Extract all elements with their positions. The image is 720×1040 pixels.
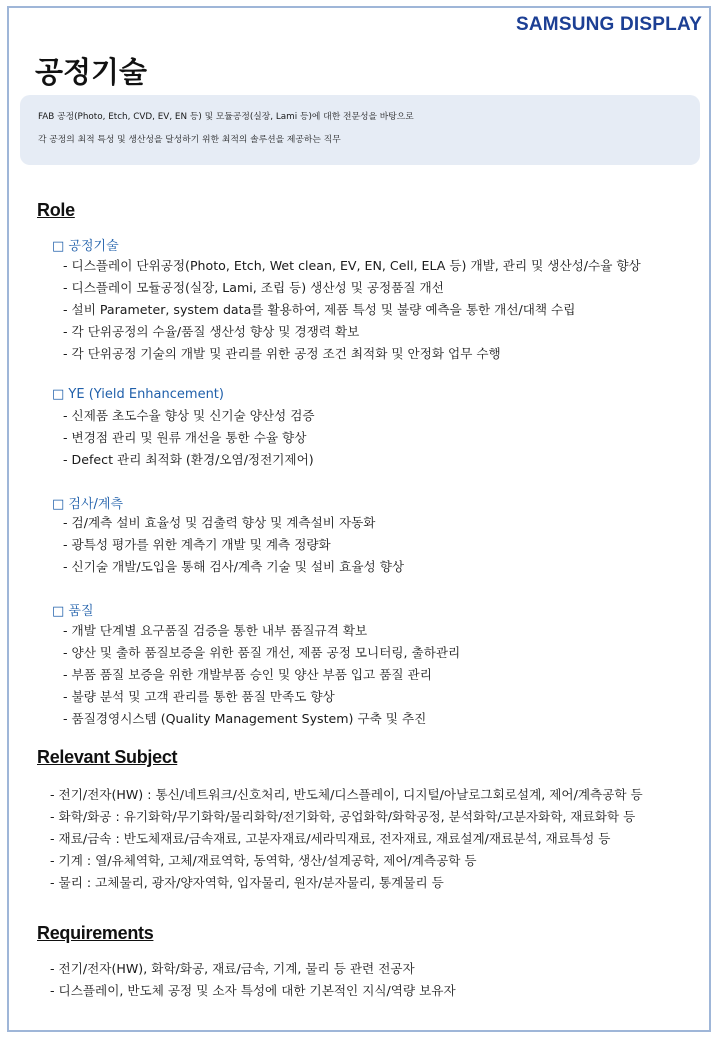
requirements-list (50, 958, 456, 1002)
list-item: - 물리 : 고체물리, 광자/양자역학, 입자물리, 원자/분자물리, 통계물리 등 (50, 875, 444, 890)
list-item: - 양산 및 출하 품질보증을 위한 품질 개선, 제품 공정 모니터링, 출하관리 (63, 645, 461, 660)
brand-logo: SAMSUNG DISPLAY (516, 14, 702, 35)
relevant-subject-list (50, 784, 643, 894)
list-item: - 신제품 초도수율 향상 및 신기술 양산성 검증 (63, 408, 315, 423)
list-item: - 개발 단계별 요구품질 검증을 통한 내부 품질규격 확보 (63, 623, 368, 638)
role-group-list (63, 620, 460, 730)
summary-line: 각 공정의 최적 특성 및 생산성을 달성하기 위한 최적의 솔루션을 제공하는 직무 (38, 135, 341, 145)
list-item: - 디스플레이 단위공정(Photo, Etch, Wet clean, EV, EN, Cell, ELA 등) 개발, 관리 및 생산성/수율 향상 (63, 258, 641, 273)
role-group-title: □ 검사/계측 (52, 497, 124, 512)
list-item: - 변경점 관리 및 원류 개선을 통한 수율 향상 (63, 430, 307, 445)
role-group-title: □ YE (Yield Enhancement) (52, 387, 224, 402)
list-item: - 디스플레이, 반도체 공정 및 소자 특성에 대한 기본적인 지식/역량 보유자 (50, 983, 456, 998)
list-item: - 재료/금속 : 반도체재료/금속재료, 고분자재료/세라믹재료, 전자재료, 재료설계/재료분석, 재료특성 등 (50, 831, 611, 846)
list-item: - 광특성 평가를 위한 계측기 개발 및 계측 정량화 (63, 537, 331, 552)
role-heading: Role (37, 200, 75, 220)
list-item: - 기계 : 열/유체역학, 고체/재료역학, 동역학, 생산/설계공학, 제어/계측공학 등 (50, 853, 477, 868)
list-item: - 설비 Parameter, system data를 활용하여, 제품 특성 및 불량 예측을 통한 개선/대책 수립 (63, 302, 576, 317)
list-item: - 전기/전자(HW), 화학/화공, 재료/금속, 기계, 물리 등 관련 전공자 (50, 961, 415, 976)
list-item: - 검/계측 설비 효율성 및 검출력 향상 및 계측설비 자동화 (63, 515, 376, 530)
requirements-heading: Requirements (37, 923, 154, 943)
role-group-list (63, 255, 641, 365)
list-item: - 디스플레이 모듈공정(실장, Lami, 조립 등) 생산성 및 공정품질 개선 (63, 280, 444, 295)
list-item: - 품질경영시스템 (Quality Management System) 구축 및 추진 (63, 711, 427, 726)
role-group-list (63, 405, 315, 471)
list-item: - 각 단위공정의 수율/품질 생산성 향상 및 경쟁력 확보 (63, 324, 360, 339)
role-group-title: □ 품질 (52, 604, 94, 619)
list-item: - 부품 품질 보증을 위한 개발부품 승인 및 양산 부품 입고 품질 관리 (63, 667, 432, 682)
list-item: - 신기술 개발/도입을 통해 검사/계측 기술 및 설비 효율성 향상 (63, 559, 405, 574)
summary-line: FAB 공정(Photo, Etch, CVD, EV, EN 등) 및 모듈공정(실장, Lami 등)에 대한 전문성을 바탕으로 (38, 112, 414, 122)
list-item: - 불량 분석 및 고객 관리를 통한 품질 만족도 향상 (63, 689, 335, 704)
list-item: - 전기/전자(HW) : 통신/네트워크/신호처리, 반도체/디스플레이, 디지털/아날로그회로설계, 제어/계측공학 등 (50, 787, 643, 802)
list-item: - Defect 관리 최적화 (환경/오염/정전기제어) (63, 452, 314, 467)
page-title: 공정기술 (35, 55, 148, 89)
role-group-list (63, 512, 404, 578)
list-item: - 각 단위공정 기술의 개발 및 관리를 위한 공정 조건 최적화 및 안정화 업무 수행 (63, 346, 501, 361)
role-group-title: □ 공정기술 (52, 239, 119, 254)
job-summary-box (20, 95, 700, 165)
relevant-subject-heading: Relevant Subject (37, 747, 178, 767)
list-item: - 화학/화공 : 유기화학/무기화학/물리화학/전기화학, 공업화학/화학공정, 분석화학/고분자화학, 재료화학 등 (50, 809, 636, 824)
